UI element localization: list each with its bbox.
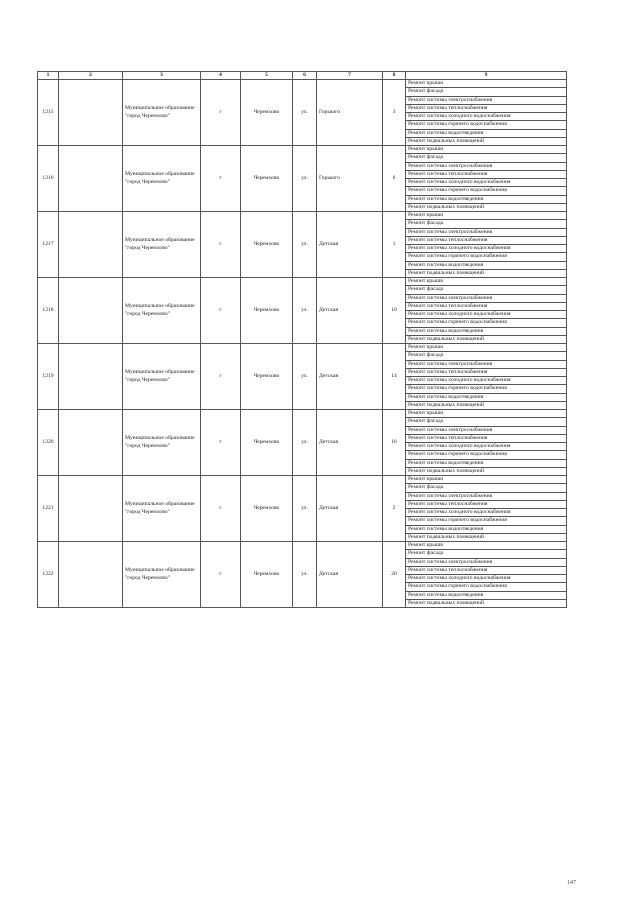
locality-cell: Черемхово [241, 80, 293, 146]
work-type-cell: Ремонт системы горячего водоснабжения [406, 121, 567, 129]
street-cell: Детская [317, 542, 383, 608]
street-cell: Горького [317, 80, 383, 146]
house-number-cell: 16 [383, 410, 406, 476]
locality-cell: Черемхово [241, 212, 293, 278]
work-type-cell: Ремонт системы горячего водоснабжения [406, 583, 567, 591]
record-number-cell: 1217 [38, 212, 59, 278]
work-type-cell: Ремонт системы холодного водоснабжения [406, 575, 567, 583]
street-type-cell: ул. [293, 80, 317, 146]
header-cell: 8 [383, 72, 406, 80]
house-number-cell: 1 [383, 212, 406, 278]
header-cell: 1 [38, 72, 59, 80]
street-type-cell: ул. [293, 146, 317, 212]
work-type-cell: Ремонт крыши [406, 410, 567, 418]
work-type-cell: Ремонт системы водоотведения [406, 195, 567, 203]
work-type-cell: Ремонт системы теплоснабжения [406, 170, 567, 178]
work-type-cell: Ремонт системы горячего водоснабжения [406, 253, 567, 261]
table-row [38, 212, 567, 220]
work-type-cell: Ремонт системы холодного водоснабжения [406, 443, 567, 451]
empty-cell [59, 212, 123, 278]
owner-cell: Муниципальное образование "город Черемхово" [123, 476, 201, 542]
work-type-cell: Ремонт крыши [406, 476, 567, 484]
empty-cell [59, 344, 123, 410]
house-number-cell: 14 [383, 344, 406, 410]
house-number-cell: 20 [383, 542, 406, 608]
work-type-cell: Ремонт фасада [406, 352, 567, 360]
work-type-cell: Ремонт системы холодного водоснабжения [406, 377, 567, 385]
locality-type-cell: г [201, 476, 241, 542]
locality-cell: Черемхово [241, 410, 293, 476]
owner-cell: Муниципальное образование "город Черемхово" [123, 212, 201, 278]
work-type-cell: Ремонт системы водоотведения [406, 459, 567, 467]
work-type-cell: Ремонт подвальных помещений [406, 203, 567, 211]
page-number: 147 [567, 880, 576, 886]
locality-cell: Черемхово [241, 344, 293, 410]
empty-cell [59, 410, 123, 476]
street-type-cell: ул. [293, 476, 317, 542]
work-type-cell: Ремонт системы теплоснабжения [406, 434, 567, 442]
empty-cell [59, 146, 123, 212]
locality-type-cell: г [201, 542, 241, 608]
table-row [38, 476, 567, 484]
house-number-cell: 2 [383, 476, 406, 542]
street-cell: Горького [317, 146, 383, 212]
work-type-cell: Ремонт системы горячего водоснабжения [406, 517, 567, 525]
empty-cell [59, 476, 123, 542]
work-type-cell: Ремонт крыши [406, 146, 567, 154]
table-row [38, 344, 567, 352]
work-type-cell: Ремонт фасада [406, 88, 567, 96]
street-cell: Детская [317, 410, 383, 476]
work-type-cell: Ремонт системы теплоснабжения [406, 104, 567, 112]
work-type-cell: Ремонт фасада [406, 418, 567, 426]
work-type-cell: Ремонт системы электроснабжения [406, 162, 567, 170]
work-type-cell: Ремонт системы электроснабжения [406, 426, 567, 434]
work-type-cell: Ремонт системы электроснабжения [406, 492, 567, 500]
locality-cell: Черемхово [241, 278, 293, 344]
locality-type-cell: г [201, 344, 241, 410]
work-type-cell: Ремонт подвальных помещений [406, 533, 567, 541]
work-type-cell: Ремонт системы горячего водоснабжения [406, 187, 567, 195]
owner-cell: Муниципальное образование "город Черемхово" [123, 146, 201, 212]
empty-cell [59, 278, 123, 344]
table-row [38, 542, 567, 550]
work-type-cell: Ремонт крыши [406, 344, 567, 352]
work-type-cell: Ремонт фасада [406, 154, 567, 162]
work-type-cell: Ремонт крыши [406, 542, 567, 550]
work-type-cell: Ремонт подвальных помещений [406, 269, 567, 277]
street-cell: Детская [317, 344, 383, 410]
work-type-cell: Ремонт системы холодного водоснабжения [406, 509, 567, 517]
work-type-cell: Ремонт фасада [406, 550, 567, 558]
work-type-cell: Ремонт подвальных помещений [406, 467, 567, 475]
work-type-cell: Ремонт системы теплоснабжения [406, 500, 567, 508]
work-type-cell: Ремонт системы электроснабжения [406, 558, 567, 566]
header-cell: 6 [293, 72, 317, 80]
street-type-cell: ул. [293, 410, 317, 476]
locality-cell: Черемхово [241, 542, 293, 608]
work-type-cell: Ремонт крыши [406, 80, 567, 88]
work-type-cell: Ремонт системы горячего водоснабжения [406, 319, 567, 327]
table-row [38, 80, 567, 88]
street-type-cell: ул. [293, 278, 317, 344]
street-type-cell: ул. [293, 542, 317, 608]
header-cell: 4 [201, 72, 241, 80]
house-number-cell: 6 [383, 146, 406, 212]
work-type-cell: Ремонт системы горячего водоснабжения [406, 451, 567, 459]
work-type-cell: Ремонт системы теплоснабжения [406, 302, 567, 310]
work-type-cell: Ремонт системы электроснабжения [406, 360, 567, 368]
record-number-cell: 1219 [38, 344, 59, 410]
work-type-cell: Ремонт системы холодного водоснабжения [406, 113, 567, 121]
locality-type-cell: г [201, 80, 241, 146]
work-type-cell: Ремонт фасада [406, 286, 567, 294]
header-row [38, 72, 567, 80]
header-cell: 3 [123, 72, 201, 80]
street-cell: Детская [317, 278, 383, 344]
work-type-cell: Ремонт системы электроснабжения [406, 96, 567, 104]
work-type-cell: Ремонт фасада [406, 484, 567, 492]
street-type-cell: ул. [293, 344, 317, 410]
work-type-cell: Ремонт системы водоотведения [406, 393, 567, 401]
work-type-cell: Ремонт системы холодного водоснабжения [406, 245, 567, 253]
work-type-cell: Ремонт системы водоотведения [406, 129, 567, 137]
owner-cell: Муниципальное образование "город Черемхово" [123, 410, 201, 476]
work-type-cell: Ремонт крыши [406, 278, 567, 286]
work-type-cell: Ремонт системы холодного водоснабжения [406, 311, 567, 319]
locality-type-cell: г [201, 278, 241, 344]
empty-cell [59, 80, 123, 146]
owner-cell: Муниципальное образование "город Черемхово" [123, 278, 201, 344]
work-type-cell: Ремонт системы водоотведения [406, 591, 567, 599]
owner-cell: Муниципальное образование "город Черемхово" [123, 344, 201, 410]
work-type-cell: Ремонт системы теплоснабжения [406, 236, 567, 244]
work-type-cell: Ремонт подвальных помещений [406, 599, 567, 607]
register-table [37, 71, 567, 608]
work-type-cell: Ремонт системы водоотведения [406, 261, 567, 269]
street-type-cell: ул. [293, 212, 317, 278]
owner-cell: Муниципальное образование "город Черемхово" [123, 542, 201, 608]
empty-cell [59, 542, 123, 608]
header-cell: 9 [406, 72, 567, 80]
locality-type-cell: г [201, 212, 241, 278]
locality-cell: Черемхово [241, 146, 293, 212]
street-cell: Детская [317, 212, 383, 278]
work-type-cell: Ремонт фасада [406, 220, 567, 228]
work-type-cell: Ремонт системы электроснабжения [406, 294, 567, 302]
record-number-cell: 1221 [38, 476, 59, 542]
header-cell: 7 [317, 72, 383, 80]
house-number-cell: 10 [383, 278, 406, 344]
table-row [38, 410, 567, 418]
work-type-cell: Ремонт системы электроснабжения [406, 228, 567, 236]
house-number-cell: 3 [383, 80, 406, 146]
record-number-cell: 1220 [38, 410, 59, 476]
work-type-cell: Ремонт системы теплоснабжения [406, 368, 567, 376]
work-type-cell: Ремонт подвальных помещений [406, 137, 567, 145]
street-cell: Детская [317, 476, 383, 542]
record-number-cell: 1222 [38, 542, 59, 608]
work-type-cell: Ремонт подвальных помещений [406, 335, 567, 343]
owner-cell: Муниципальное образование "город Черемхово" [123, 80, 201, 146]
locality-cell: Черемхово [241, 476, 293, 542]
record-number-cell: 1216 [38, 146, 59, 212]
header-cell: 2 [59, 72, 123, 80]
work-type-cell: Ремонт системы холодного водоснабжения [406, 179, 567, 187]
work-type-cell: Ремонт системы горячего водоснабжения [406, 385, 567, 393]
table-row [38, 146, 567, 154]
locality-type-cell: г [201, 410, 241, 476]
record-number-cell: 1218 [38, 278, 59, 344]
work-type-cell: Ремонт системы водоотведения [406, 327, 567, 335]
work-type-cell: Ремонт системы водоотведения [406, 525, 567, 533]
header-cell: 5 [241, 72, 293, 80]
table-row [38, 278, 567, 286]
work-type-cell: Ремонт системы теплоснабжения [406, 566, 567, 574]
locality-type-cell: г [201, 146, 241, 212]
work-type-cell: Ремонт крыши [406, 212, 567, 220]
work-type-cell: Ремонт подвальных помещений [406, 401, 567, 409]
record-number-cell: 1215 [38, 80, 59, 146]
